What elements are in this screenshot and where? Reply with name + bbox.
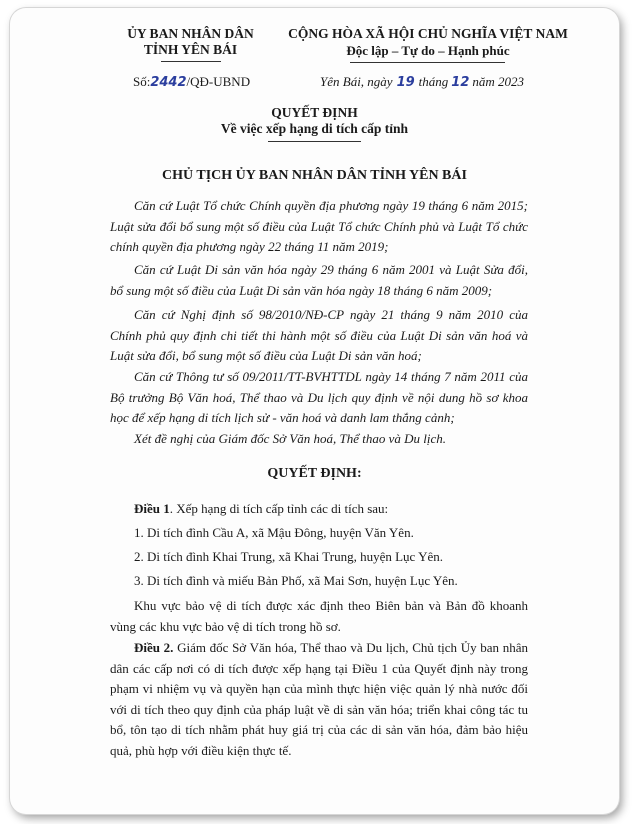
relic-item-3: 3. Di tích đình và miếu Bản Phố, xã Mai Sơn, huyện Lục Yên. (134, 573, 458, 588)
article-1-heading (134, 501, 388, 517)
number-handwritten: 2442 (150, 75, 187, 90)
date-prefix: Yên Bái, ngày (320, 74, 393, 89)
number-prefix: Số: (133, 74, 151, 89)
protection-zone-text: Khu vực bảo vệ di tích được xác định theo Biên bản và Bản đồ khoanh vùng các khu vực bảo vệ di tích trong hồ sơ. (110, 598, 528, 634)
document-date (320, 74, 524, 90)
decision-title: QUYẾT ĐỊNH (271, 105, 358, 120)
agency-line-1: ỦY BAN NHÂN DÂN (127, 26, 254, 41)
date-month: 12 (451, 75, 470, 90)
article-1-text: . Xếp hạng di tích cấp tỉnh các di tích sau: (169, 501, 389, 516)
document-frame (10, 8, 619, 814)
number-suffix: /QĐ-UBND (186, 74, 251, 89)
date-day: 19 (396, 75, 415, 90)
article-1-label: Điều 1 (134, 501, 170, 516)
motto-underline (350, 62, 505, 63)
article-2-text: Giám đốc Sở Văn hóa, Thể thao và Du lịch, Chủ tịch Ủy ban nhân dân các cấp nơi có di tích được xếp hạng tại Điều 1 của Quyết định này trong phạm vi nhiệm vụ và quyền hạn của mình thực hiện việc quản lý nhà nước đối với di tích theo quy định của pháp luật về di sản văn hóa; triển khai công tác tu bổ, tôn tạo di tích nhằm phát huy giá trị của các di sản văn hóa, đảm bảo hiệu quả, phù hợp với điều kiện thực tế. (110, 640, 528, 758)
relic-item-2: 2. Di tích đình Khai Trung, xã Khai Trung, huyện Lục Yên. (134, 549, 443, 564)
decision-heading: QUYẾT ĐỊNH: (267, 466, 362, 481)
preamble-3: Căn cứ Nghị định số 98/2010/NĐ-CP ngày 21 tháng 9 năm 2010 của Chính phủ quy định chi tiết thi hành một số điều của Luật Di sản văn hoá và Luật sửa đổi, bổ sung một số điều của Luật Di sản văn hoá; (110, 307, 528, 363)
decision-document (10, 8, 619, 814)
document-number (133, 74, 250, 90)
agency-underline (161, 61, 221, 62)
date-month-label: tháng (418, 74, 449, 89)
preamble-1: Căn cứ Luật Tổ chức Chính quyền địa phương ngày 19 tháng 6 năm 2015; Luật sửa đổi bổ sung một số điều của Luật Tổ chức Chính phủ và Luật Tổ chức chính quyền địa phương ngày 22 tháng 11 năm 2019; (110, 198, 528, 254)
national-motto: Độc lập – Tự do – Hạnh phúc (346, 43, 510, 58)
issuing-authority: CHỦ TỊCH ỦY BAN NHÂN DÂN TỈNH YÊN BÁI (162, 168, 467, 183)
subject-underline (268, 141, 361, 142)
preamble-5: Xét đề nghị của Giám đốc Sở Văn hoá, Thể thao và Du lịch. (134, 431, 447, 446)
preamble-4: Căn cứ Thông tư số 09/2011/TT-BVHTTDL ngày 14 tháng 7 năm 2011 của Bộ trưởng Bộ Văn hoá, Thể thao và Du lịch quy định về nội dung hồ sơ khoa học để xếp hạng di tích lịch sử - văn hoá và danh lam thắng cảnh; (110, 369, 528, 425)
date-year: năm 2023 (472, 74, 525, 89)
decision-subject: Về việc xếp hạng di tích cấp tỉnh (220, 121, 409, 136)
relic-item-1: 1. Di tích đình Cầu A, xã Mậu Đông, huyện Văn Yên. (134, 525, 414, 540)
article-2 (110, 638, 528, 761)
agency-line-2: TỈNH YÊN BÁI (143, 42, 238, 57)
article-2-label: Điều 2. (134, 640, 174, 655)
preamble-2: Căn cứ Luật Di sản văn hóa ngày 29 tháng 6 năm 2001 và Luật Sửa đổi, bổ sung một số điều của Luật Di sản văn hóa ngày 18 tháng 6 năm 2009; (110, 262, 528, 298)
nation-title: CỘNG HÒA XÃ HỘI CHỦ NGHĨA VIỆT NAM (288, 26, 568, 41)
